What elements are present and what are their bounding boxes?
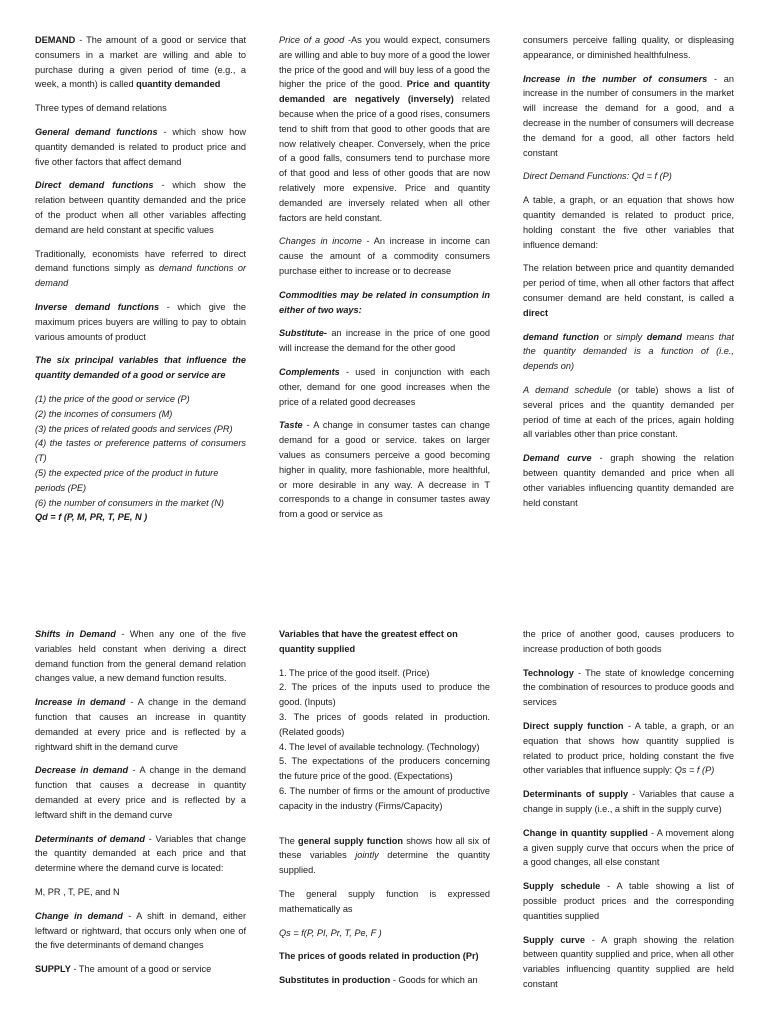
list-item: 1. The price of the good itself. (Price) (279, 667, 430, 678)
traditional-note: Traditionally, economists have referred to direct demand functions simply as demand functions or demand (35, 248, 247, 289)
direct-relation-text: The relation between price and quantity demanded per period of time, when all other factors that affect consumer demand are held constant, is called a direct (523, 263, 734, 318)
supply-variables-list (279, 666, 490, 814)
supply-definition: SUPPLY - The amount of a good or service (35, 964, 212, 975)
list-item: (1) the price of the good or service (P) (35, 393, 190, 404)
list-item: (2) the incomes of consumers (M) (35, 408, 173, 419)
list-item: 3. The prices of goods related in production. (Related goods) (279, 711, 490, 737)
list-item: (4) the tastes or preference patterns of consumers (T) (35, 438, 246, 464)
determinants-of-supply: Determinants of supply - Variables that cause a change in supply (i.e., a shift in the supply curve) (523, 789, 734, 814)
supply-curve: Supply curve - A graph showing the relation between quantity supplied and price, when all other variables influencing quantity supplied are held constant (523, 934, 734, 989)
demand-table-text: A table, a graph, or an equation that shows how quantity demanded is related to product price, holding constant the five other variables that influence demand: (523, 195, 734, 250)
decrease-in-demand: Decrease in demand - A change in the demand function that causes a decrease in quantity demanded at every price and is reflected by a leftward shift in the demand curve (35, 765, 246, 820)
top-column-1 (35, 33, 246, 525)
supply-formula: Qs = f(P, PI, Pr, T, Pe, F ) (279, 927, 382, 938)
related-consumption-heading: Commodities may be related in consumption in either of two ways: (279, 289, 490, 315)
determinants-of-demand: Determinants of demand - Variables that change the quantity demanded at each price and that determine where the demand curve is located: (35, 833, 247, 874)
top-column-3 (523, 33, 734, 519)
list-item: (5) the expected price of the product in future periods (PE) (35, 467, 219, 493)
list-item: 2. The prices of the inputs used to produce the good. (Inputs) (279, 682, 490, 708)
demand-schedule: A demand schedule (or table) shows a list of several prices and the quantity demanded per period of time at each of the prices, again holding all variables other than price constant. (523, 384, 734, 440)
inverse-demand-functions: Inverse demand functions - which give the maximum prices buyers are willing to pay to obtain various amounts of product (35, 301, 246, 342)
supply-variables-heading: Variables that have the greatest effect on quantity supplied (279, 629, 458, 654)
supply-schedule: Supply schedule - A table showing a list of possible product prices and the corresponding quantities supplied (523, 881, 734, 921)
change-in-demand: Change in demand - A shift in demand, either leftward or rightward, that occurs only when one of the five determinants of demand changes (35, 910, 247, 951)
demand-definition: DEMAND - The amount of a good or service that consumers in a market are willing and able to purchase during a given period of time (e.g., a week, a month) is called quantity demanded (35, 35, 246, 90)
bottom-column-1 (35, 627, 246, 986)
list-item: 5. The expectations of the producers concerning the future price of the good. (Expectations) (279, 756, 490, 782)
general-demand-functions: General demand functions - which show how quantity demanded is related to product price and five other factors that affect demand (35, 126, 247, 167)
six-variables-heading: The six principal variables that influence the quantity demanded of a good or service are (35, 355, 246, 381)
demand-function-text: demand function or simply demand means that the quantity demanded is a function of (i.e., depends on) (523, 331, 734, 372)
bottom-column-3 (523, 627, 734, 1001)
general-supply-function: The general supply function shows how all six of these variables jointly determine the quantity supplied. (279, 835, 490, 876)
direct-supply-function: Direct supply function - A table, a graph, or an equation that shows how quantity supplied is related to product price, holding constant the five other variables that influence supply: Qs = f (P) (523, 720, 734, 776)
shifts-in-demand: Shifts in Demand - When any one of the five variables held constant when deriving a direct demand function from the general demand relation changes value, a new demand function results. (35, 629, 246, 684)
price-of-good: Price of a good -As you would expect, consumers are willing and able to buy more of a good the lower the price of the good and will buy less of a good the higher the price of the good. Price and quantity demanded are negatively (inversely) related because when the price of a good rises, consumers tend to shift from that good to other goods that are now relatively cheaper. Conversely, when the price of a good falls, consumers tend to purchase more of that good and less of other goods that are now relatively more expensive. Price and quantity demanded are inversely related when all other factors are held constant. (279, 35, 490, 223)
supply-expression-text: The general supply function is expressed mathematically as (279, 888, 490, 914)
complements-definition: Complements - used in conjunction with each other, demand for one good increases when the price of a related good decreases (279, 366, 490, 407)
demand-formula: Qd = f (P, M, PR, T, PE, N ) (35, 512, 148, 523)
top-column-2 (279, 33, 490, 531)
change-in-quantity-supplied: Change in quantity supplied - A movement along a given supply curve that occurs when the price of a good changes, all else constant (523, 827, 734, 868)
list-item: (3) the prices of related goods and services (PR) (35, 423, 233, 434)
three-types-heading: Three types of demand relations (35, 103, 167, 114)
substitutes-in-production: Substitutes in production - Goods for which an (279, 975, 478, 986)
list-item: 6. The number of firms or the amount of productive capacity in the industry (Firms/Capacity) (279, 785, 490, 811)
related-prices-heading: The prices of goods related in production (Pr) (279, 951, 479, 962)
taste-continuation: consumers perceive falling quality, or displeasing appearance, or diminished healthfulness. (523, 35, 734, 60)
six-variables-list (35, 392, 246, 525)
increase-in-demand: Increase in demand - A change in the demand function that causes an increase in quantity demanded at every price and is reflected by a rightward shift in the demand curve (35, 697, 246, 752)
list-item: (6) the number of consumers in the market (N) (35, 497, 224, 508)
bottom-column-2 (279, 627, 490, 997)
direct-demand-formula: Direct Demand Functions: Qd = f (P) (523, 171, 672, 182)
list-item: 4. The level of available technology. (Technology) (279, 741, 480, 752)
number-of-consumers: Increase in the number of consumers - an increase in the number of consumers in the market will increase the demand for a good, and a decrease in the number of consumers will decrease the demand for a good, all other factors held constant (523, 73, 734, 158)
taste-definition: Taste - A change in consumer tastes can change demand for a good or service. takes on larger values as consumers perceive a good becoming higher in quality, more fashionable, more healthful, or more desirable in any way. A decrease in T corresponds to a change in consumer tastes away from a good or service as (279, 420, 490, 520)
technology-definition: Technology - The state of knowledge concerning the combination of resources to produce goods and services (523, 667, 734, 708)
demand-curve: Demand curve - graph showing the relation between quantity demanded and price when all other variables influencing quantity demanded are held constant (523, 453, 734, 508)
determinants-list: M, PR , T, PE, and N (35, 886, 120, 897)
substitute-definition: Substitute- an increase in the price of one good will increase the demand for the other good (279, 328, 490, 354)
changes-in-income: Changes in income - An increase in income can cause the amount of a commodity consumers purchase either to increase or to decrease (279, 236, 490, 276)
complements-continuation: the price of another good, causes producers to increase production of both goods (523, 629, 734, 654)
direct-demand-functions: Direct demand functions - which show the relation between quantity demanded and the price of the product when all other variables affecting demand are held constant at specific values (35, 180, 246, 235)
